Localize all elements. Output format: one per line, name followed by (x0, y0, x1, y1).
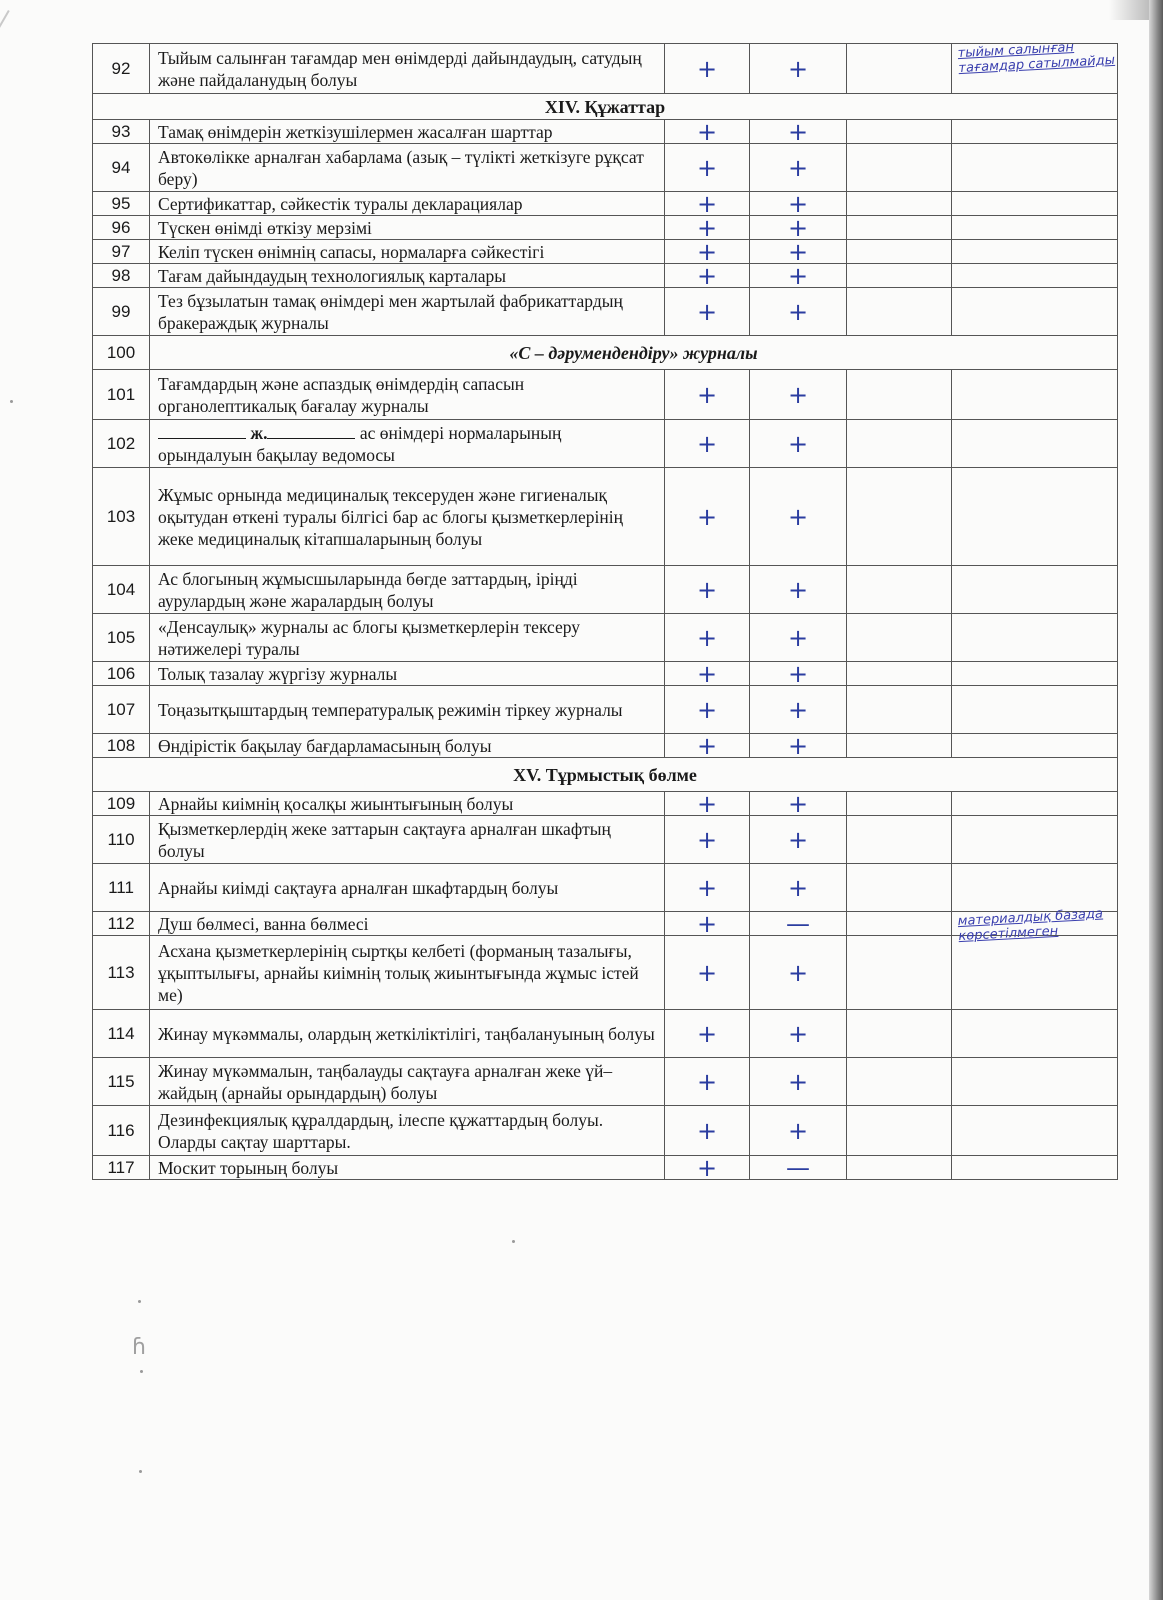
empty-column (847, 686, 952, 734)
mark-column-1: + (665, 912, 750, 936)
criterion-text: Жинау мүкәммалы, олардың жеткіліктілігі, таңбалануының болуы (150, 1010, 665, 1058)
scan-speck (512, 1240, 515, 1243)
mark-column-2: + (750, 216, 847, 240)
scan-speck (139, 1470, 142, 1473)
scan-speck (138, 1300, 141, 1303)
mark-column-1: + (665, 936, 750, 1010)
mark-column-2: + (750, 420, 847, 468)
table-row (93, 614, 1118, 662)
row-number: 99 (93, 288, 150, 336)
criterion-text: Асхана қызметкерлерінің сыртқы келбеті (форманың тазалығы, ұқыптылығы, арнайы киімнің толық жиынтығында жұмыс істей ме) (150, 936, 665, 1010)
criterion-text: Тыйым салынған тағамдар мен өнімдерді дайындаудың, сатудың және пайдаланудың болуы (150, 44, 665, 94)
mark-column-2: + (750, 1106, 847, 1156)
note-cell (952, 144, 1118, 192)
mark-column-2: + (750, 1058, 847, 1106)
criterion-text: Түскен өнімді өткізу мерзімі (150, 216, 665, 240)
mark-column-1: + (665, 662, 750, 686)
criterion-text: Жұмыс орнында медициналық тексеруден және гигиеналық оқытудан өткені туралы білгісі бар ас блогы қызметкерлерінің жеке медициналық кітапшаларының болуы (150, 468, 665, 566)
empty-column (847, 192, 952, 216)
note-cell (952, 192, 1118, 216)
blank-label: ж. (250, 423, 268, 443)
row-number: 112 (93, 912, 150, 936)
mark-column-2: + (750, 288, 847, 336)
mark-column-1: + (665, 468, 750, 566)
empty-column (847, 216, 952, 240)
criterion-text: Ас блогының жұмысшыларында бөгде заттардың, іріңді аурулардың және жаралардың болуы (150, 566, 665, 614)
mark-column-2: + (750, 734, 847, 758)
row-number: 117 (93, 1156, 150, 1180)
mark-column-2: + (750, 468, 847, 566)
note-cell (952, 906, 1118, 945)
pencil-doodle: ɦ (132, 1335, 146, 1360)
criterion-text: Автокөлікке арналған хабарлама (азық – түлікті жеткізуге рұқсат беру) (150, 144, 665, 192)
row-number: 107 (93, 686, 150, 734)
empty-column (847, 288, 952, 336)
empty-column (847, 566, 952, 614)
handwritten-note: материалдық базада көрсетілмеген (957, 906, 1104, 945)
row-number: 106 (93, 662, 150, 686)
empty-column (847, 44, 952, 94)
table-row (93, 1156, 1118, 1180)
empty-column (847, 144, 952, 192)
table-row (93, 792, 1118, 816)
criterion-text: Тамақ өнімдерін жеткізушілермен жасалған шарттар (150, 120, 665, 144)
row-number: 92 (93, 44, 150, 94)
row-number: 102 (93, 420, 150, 468)
mark-column-1: + (665, 420, 750, 468)
empty-column (847, 1010, 952, 1058)
empty-column (847, 662, 952, 686)
mark-column-2: + (750, 240, 847, 264)
mark-column-1: + (665, 370, 750, 420)
handwritten-note: тыйым салынған тағамдар сатылмайды (957, 40, 1116, 77)
table-row (93, 1058, 1118, 1106)
scan-speck (10, 400, 13, 403)
section-title: XV. Тұрмыстық бөлме (93, 758, 1118, 792)
row-number: 97 (93, 240, 150, 264)
mark-column-2: + (750, 864, 847, 912)
section-header-row (93, 94, 1118, 120)
mark-column-2: + (750, 1010, 847, 1058)
mark-column-2: + (750, 816, 847, 864)
criterion-text: Арнайы киімді сақтауға арналған шкафтардың болуы (150, 864, 665, 912)
table-row (93, 816, 1118, 864)
scan-speck (140, 1370, 143, 1373)
blank-line (267, 424, 355, 439)
row-number: 111 (93, 864, 150, 912)
mark-column-1: + (665, 864, 750, 912)
mark-column-2: + (750, 792, 847, 816)
mark-column-1: + (665, 1156, 750, 1180)
empty-column (847, 1106, 952, 1156)
criterion-text: «Денсаулық» журналы ас блогы қызметкерлерін тексеру нәтижелері туралы (150, 614, 665, 662)
note-cell (952, 864, 1118, 912)
table-row (93, 662, 1118, 686)
criterion-text: Дезинфекциялық құралдардың, ілеспе құжаттардың болуы. Оларды сақтау шарттары. (150, 1106, 665, 1156)
table-row (93, 370, 1118, 420)
note-cell (952, 288, 1118, 336)
empty-column (847, 240, 952, 264)
mark-column-2: — (750, 1156, 847, 1180)
mark-column-1: + (665, 686, 750, 734)
criterion-text: Сертификаттар, сәйкестік туралы декларациялар (150, 192, 665, 216)
mark-column-1: + (665, 734, 750, 758)
criterion-text (150, 420, 665, 468)
empty-column (847, 468, 952, 566)
note-cell (952, 216, 1118, 240)
row-number: 96 (93, 216, 150, 240)
mark-column-1: + (665, 120, 750, 144)
note-cell (952, 792, 1118, 816)
criterion-text-rest: ас өнімдері нормаларының орындалуын бақылау ведомосы (158, 423, 562, 465)
mark-column-2: + (750, 686, 847, 734)
mark-column-2: + (750, 192, 847, 216)
empty-column (847, 1058, 952, 1106)
mark-column-2: + (750, 264, 847, 288)
table-row (93, 144, 1118, 192)
criterion-text: Тағам дайындаудың технологиялық карталары (150, 264, 665, 288)
table-row (93, 864, 1118, 912)
row-number: 105 (93, 614, 150, 662)
row-number: 95 (93, 192, 150, 216)
pen-stroke-mark (0, 10, 10, 193)
mark-column-2: + (750, 614, 847, 662)
row-number: 109 (93, 792, 150, 816)
note-cell (952, 420, 1118, 468)
empty-column (847, 912, 952, 936)
table-row (93, 936, 1118, 1010)
note-cell (952, 264, 1118, 288)
empty-column (847, 734, 952, 758)
mark-column-1: + (665, 216, 750, 240)
mark-column-2: + (750, 120, 847, 144)
mark-column-1: + (665, 816, 750, 864)
note-cell (952, 240, 1118, 264)
blank-line (158, 424, 246, 439)
mark-column-1: + (665, 1106, 750, 1156)
row-number: 100 (93, 336, 150, 370)
checklist-body (93, 40, 1118, 1182)
empty-column (847, 816, 952, 864)
mark-column-1: + (665, 1058, 750, 1106)
criterion-text: Қызметкерлердің жеке заттарын сақтауға арналған шкафтың болуы (150, 816, 665, 864)
row-number: 94 (93, 144, 150, 192)
note-cell (952, 662, 1118, 686)
section-title: «С – дәрумендендіру» журналы (150, 336, 1118, 370)
section-title: XIV. Құжаттар (93, 94, 1118, 120)
empty-column (847, 936, 952, 1010)
section-header-row (93, 336, 1118, 370)
table-row (93, 1010, 1118, 1058)
mark-column-1: + (665, 1010, 750, 1058)
checklist-table (92, 40, 1118, 1182)
row-number: 101 (93, 370, 150, 420)
table-row (93, 120, 1118, 144)
mark-column-2: + (750, 44, 847, 94)
table-row (93, 1106, 1118, 1156)
row-number: 108 (93, 734, 150, 758)
mark-column-2: + (750, 370, 847, 420)
criterion-text: Келіп түскен өнімнің сапасы, нормаларға сәйкестігі (150, 240, 665, 264)
mark-column-2: + (750, 144, 847, 192)
table-row (93, 686, 1118, 734)
mark-column-2: + (750, 566, 847, 614)
mark-column-1: + (665, 240, 750, 264)
empty-column (847, 264, 952, 288)
note-cell (952, 686, 1118, 734)
criterion-text: Тоңазытқыштардың температуралық режимін тіркеу журналы (150, 686, 665, 734)
row-number: 103 (93, 468, 150, 566)
note-cell (952, 370, 1118, 420)
mark-column-1: + (665, 792, 750, 816)
note-cell (952, 1106, 1118, 1156)
mark-column-2: + (750, 936, 847, 1010)
note-cell (952, 566, 1118, 614)
row-number: 93 (93, 120, 150, 144)
criterion-text: Толық тазалау жүргізу журналы (150, 662, 665, 686)
scan-edge-shadow (1149, 0, 1163, 1600)
mark-column-1: + (665, 288, 750, 336)
row-number: 113 (93, 936, 150, 1010)
mark-column-1: + (665, 566, 750, 614)
row-number: 98 (93, 264, 150, 288)
mark-column-1: + (665, 144, 750, 192)
mark-column-2: + (750, 662, 847, 686)
note-cell (952, 816, 1118, 864)
table-row (93, 216, 1118, 240)
row-number: 104 (93, 566, 150, 614)
table-row (93, 192, 1118, 216)
table-row (93, 44, 1118, 94)
table-row (93, 288, 1118, 336)
criterion-text: Тағамдардың және аспаздық өнімдердің сапасын органолептикалық бағалау журналы (150, 370, 665, 420)
note-cell (952, 468, 1118, 566)
empty-column (847, 420, 952, 468)
row-number: 116 (93, 1106, 150, 1156)
note-cell (952, 734, 1118, 758)
criterion-text: Өндірістік бақылау бағдарламасының болуы (150, 734, 665, 758)
row-number: 110 (93, 816, 150, 864)
mark-column-1: + (665, 614, 750, 662)
note-cell (952, 1156, 1118, 1180)
mark-column-2: — (750, 912, 847, 936)
criterion-text: Тез бұзылатын тамақ өнімдері мен жартылай фабрикаттардың бракераждық журналы (150, 288, 665, 336)
note-cell (952, 936, 1118, 1010)
table-row (93, 240, 1118, 264)
note-cell (952, 1058, 1118, 1106)
table-row (93, 566, 1118, 614)
empty-column (847, 792, 952, 816)
criterion-text: Арнайы киімнің қосалқы жиынтығының болуы (150, 792, 665, 816)
mark-column-1: + (665, 192, 750, 216)
empty-column (847, 370, 952, 420)
criterion-text: Москит торының болуы (150, 1156, 665, 1180)
criterion-text: Душ бөлмесі, ванна бөлмесі (150, 912, 665, 936)
empty-column (847, 614, 952, 662)
section-header-row (93, 758, 1118, 792)
table-row (93, 912, 1118, 936)
note-cell (952, 614, 1118, 662)
empty-column (847, 864, 952, 912)
note-cell (952, 1010, 1118, 1058)
row-number: 115 (93, 1058, 150, 1106)
scan-corner-shadow (1109, 0, 1149, 20)
empty-column (847, 1156, 952, 1180)
table-row (93, 468, 1118, 566)
table-row (93, 420, 1118, 468)
mark-column-1: + (665, 44, 750, 94)
note-cell (952, 40, 1118, 94)
note-cell (952, 120, 1118, 144)
empty-column (847, 120, 952, 144)
table-row (93, 264, 1118, 288)
mark-column-1: + (665, 264, 750, 288)
table-row (93, 734, 1118, 758)
criterion-text: Жинау мүкәммалын, таңбалауды сақтауға арналған жеке үй–жайдың (арнайы орындардың) болуы (150, 1058, 665, 1106)
row-number: 114 (93, 1010, 150, 1058)
